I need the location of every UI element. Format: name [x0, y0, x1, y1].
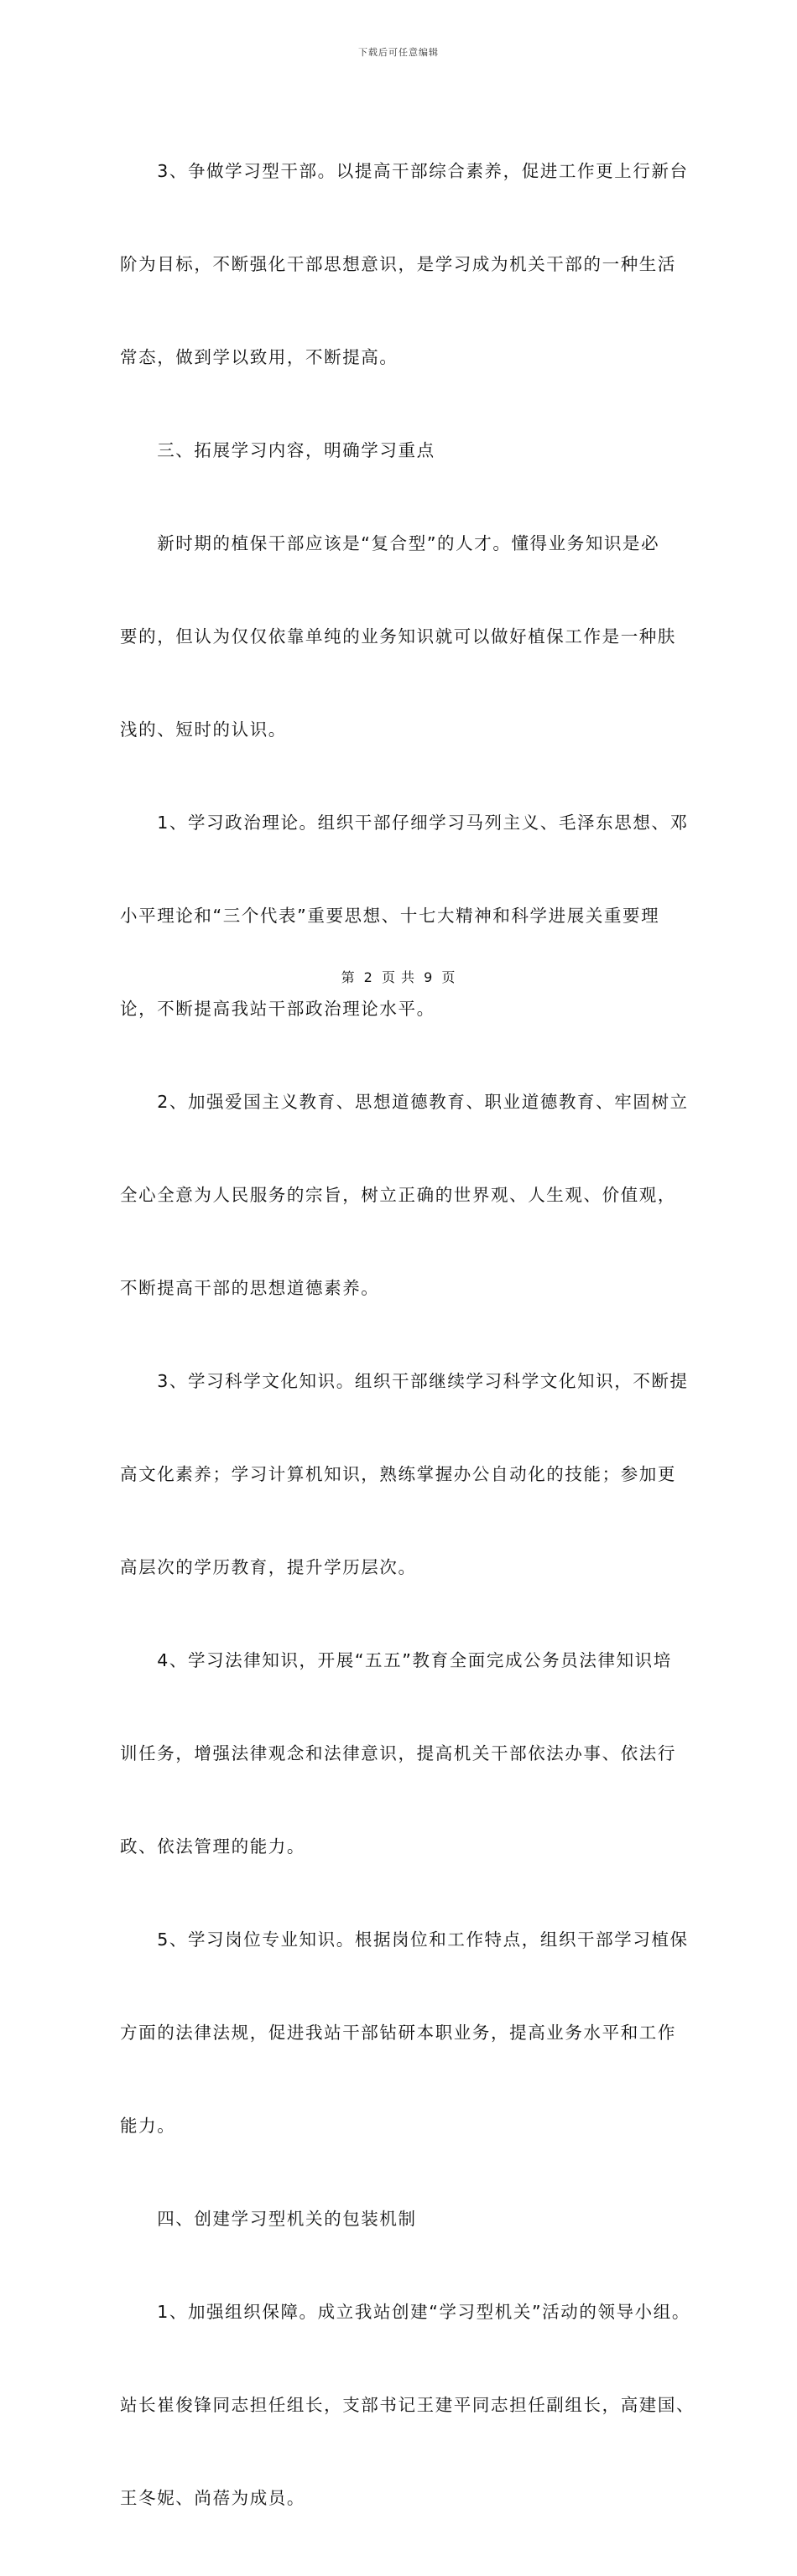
text-line: 不断提高干部的思想道德素养。: [120, 1278, 380, 1298]
text-line: 1、加强组织保障。成立我站创建“学习型机关”活动的领导小组。: [120, 2302, 690, 2322]
text-line: 3、学习科学文化知识。组织干部继续学习科学文化知识，不断提: [120, 1371, 689, 1391]
text-line: 阶为目标，不断强化干部思想意识，是学习成为机关干部的一种生活: [120, 254, 676, 274]
section-heading: 四、创建学习型机关的包装机制: [120, 2209, 417, 2229]
text-line: 训任务，增强法律观念和法律意识，提高机关干部依法办事、依法行: [120, 1743, 676, 1763]
text-line: 新时期的植保干部应该是“复合型”的人才。懂得业务知识是必: [120, 533, 660, 553]
text-line: 2、加强爱国主义教育、思想道德教育、职业道德教育、牢固树立: [120, 1092, 689, 1112]
text-line: 论，不断提高我站干部政治理论水平。: [120, 999, 435, 1019]
text-line: 政、依法管理的能力。: [120, 1836, 305, 1857]
footer-suffix: 页: [441, 969, 456, 985]
total-pages: 9: [424, 969, 434, 985]
text-line: 站长崔俊锋同志担任组长，支部书记王建平同志担任副组长，高建国、: [120, 2395, 695, 2415]
page-footer: [0, 967, 797, 986]
footer-prefix: 第: [341, 969, 356, 985]
footer-middle: 页 共: [381, 969, 416, 985]
page-header: 下载后可任意编辑: [358, 47, 439, 58]
text-line: 能力。: [120, 2116, 176, 2136]
text-line: 要的，但认为仅仅依靠单纯的业务知识就可以做好植保工作是一种肤: [120, 626, 676, 647]
document-body: [120, 94, 695, 2576]
document-text: [120, 94, 695, 2576]
text-line: 浅的、短时的认识。: [120, 719, 287, 740]
text-line: 王冬妮、尚蓓为成员。: [120, 2488, 305, 2508]
text-line: 小平理论和“三个代表”重要思想、十七大精神和科学进展关重要理: [120, 906, 660, 926]
text-line: 4、学习法律知识，开展“五五”教育全面完成公务员法律知识培: [120, 1650, 672, 1670]
text-line: 方面的法律法规，促进我站干部钻研本职业务，提高业务水平和工作: [120, 2023, 676, 2043]
text-line: 5、学习岗位专业知识。根据岗位和工作特点，组织干部学习植保: [120, 1929, 689, 1950]
section-heading: 三、拓展学习内容，明确学习重点: [120, 440, 435, 460]
text-line: 常态，做到学以致用，不断提高。: [120, 347, 398, 367]
text-line: 全心全意为人民服务的宗旨，树立正确的世界观、人生观、价值观，: [120, 1185, 676, 1205]
page-number: 2: [363, 969, 373, 985]
text-line: 1、学习政治理论。组织干部仔细学习马列主义、毛泽东思想、邓: [120, 813, 689, 833]
text-line: 高层次的学历教育，提升学历层次。: [120, 1557, 417, 1577]
text-line: 高文化素养；学习计算机知识，熟练掌握办公自动化的技能；参加更: [120, 1464, 676, 1484]
text-line: 3、争做学习型干部。以提高干部综合素养，促进工作更上行新台: [120, 161, 689, 181]
